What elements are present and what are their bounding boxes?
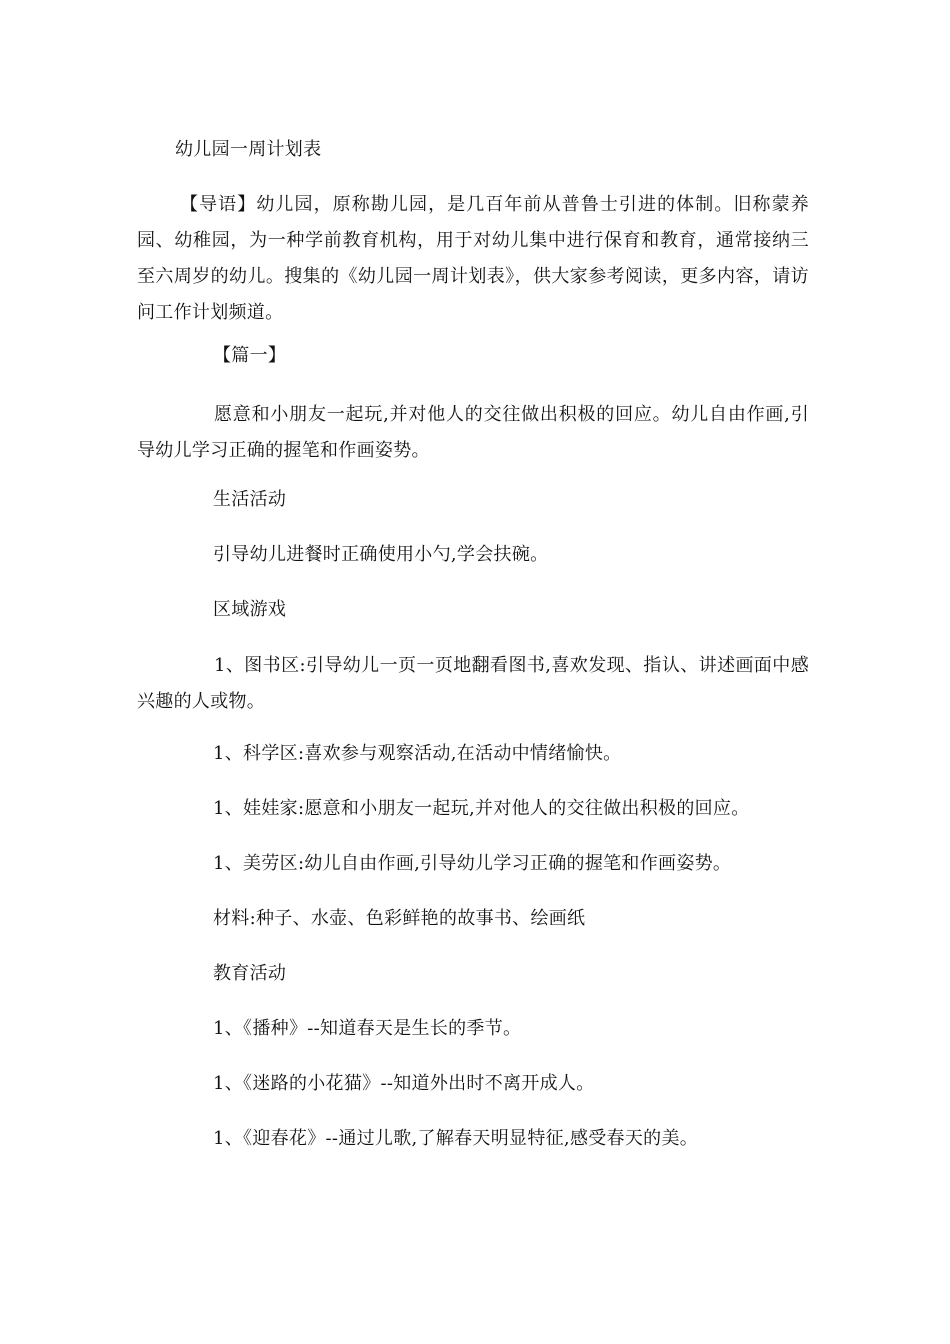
education-activity-heading: 教育活动 xyxy=(213,963,287,984)
intro-paragraph: 【导语】幼儿园，原称勘儿园，是几百年前从普鲁士引进的体制。旧称蒙养园、幼稚园，为一种学前教育机构，用于对幼儿集中进行保育和教育，通常接纳三至六周岁的幼儿。搜集的《幼儿园一周计划表》，供大家参考阅读，更多内容，请访问工作计划频道。 xyxy=(137,194,809,323)
area-item: 1、科学区:喜欢参与观察活动,在活动中情绪愉快。 xyxy=(213,743,622,764)
document-title: 幼儿园一周计划表 xyxy=(175,139,322,160)
section-heading: 【篇一】 xyxy=(213,345,287,366)
education-item: 1、《播种》--知道春天是生长的季节。 xyxy=(213,1018,522,1039)
area-item: 1、美劳区:幼儿自由作画,引导幼儿学习正确的握笔和作画姿势。 xyxy=(213,853,732,874)
education-item: 1、《迷路的小花猫》--知道外出时不离开成人。 xyxy=(213,1073,595,1094)
area-item: 1、娃娃家:愿意和小朋友一起玩,并对他人的交往做出积极的回应。 xyxy=(213,798,750,819)
area-item: 1、图书区:引导幼儿一页一页地翻看图书,喜欢发现、指认、讲述画面中感兴趣的人或物。 xyxy=(137,655,809,712)
life-activity-heading: 生活活动 xyxy=(213,489,287,510)
materials-text: 材料:种子、水壶、色彩鲜艳的故事书、绘画纸 xyxy=(213,908,586,929)
area-game-heading: 区域游戏 xyxy=(213,599,287,620)
education-item: 1、《迎春花》--通过儿歌,了解春天明显特征,感受春天的美。 xyxy=(213,1128,699,1149)
paragraph-1: 愿意和小朋友一起玩,并对他人的交往做出积极的回应。幼儿自由作画,引导幼儿学习正确的握笔和作画姿势。 xyxy=(137,404,809,461)
life-activity-text: 引导幼儿进餐时正确使用小勺,学会扶碗。 xyxy=(213,544,549,565)
